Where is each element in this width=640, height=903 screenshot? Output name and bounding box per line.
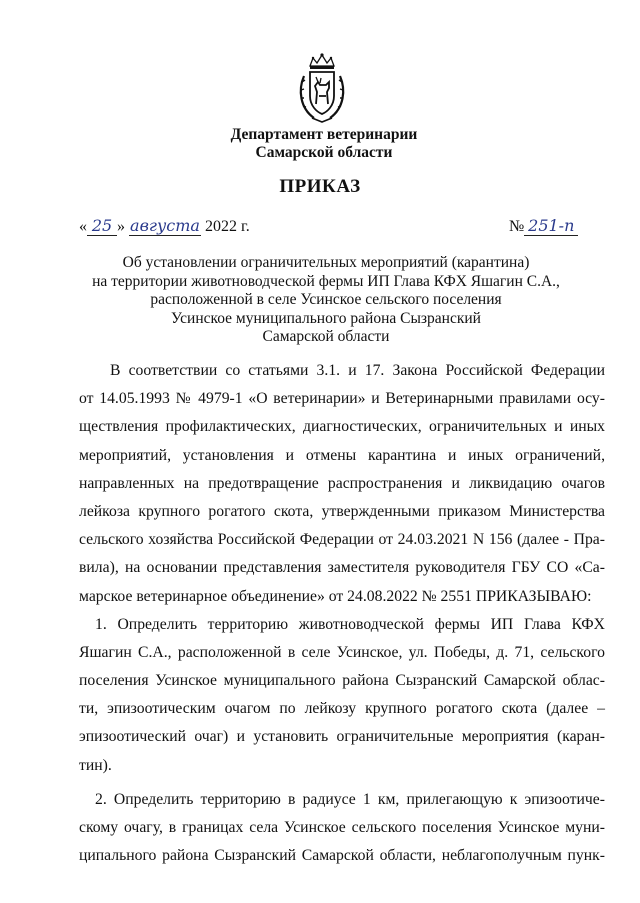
item-1-line: эпизоотический очаг) и установить ограничительные мероприятия (каран- xyxy=(79,728,605,746)
item-1-line: Яшагин С.А., расположенной в селе Усинское, ул. Победы, д. 71, сельского xyxy=(79,643,605,661)
department-name: Департамент ветеринарии xyxy=(230,126,418,143)
body-line: мероприятий, установления и отмены карантина и иных ограничений, xyxy=(79,446,605,464)
subject-line: расположенной в селе Усинское сельского поселения xyxy=(150,291,502,308)
order-body xyxy=(79,357,605,870)
body-line: В соответствии со статьями 3.1. и 17. Закона Российской Федерации xyxy=(110,362,605,379)
item-1-line: тин). xyxy=(79,756,112,774)
body-line: сельского хозяйства Российской Федерации от 24.03.2021 N 156 (далее - Пра- xyxy=(79,531,605,549)
body-line: от 14.05.1993 № 4979-1 «О ветеринарии» и Ветеринарными правилами осу- xyxy=(79,390,605,408)
subject-line: на территории животноводческой фермы ИП Глава КФХ Яшагин С.А., xyxy=(92,272,560,290)
date-year: 2022 г. xyxy=(205,218,250,235)
department-region: Самарской области xyxy=(255,144,393,161)
order-number xyxy=(509,217,578,236)
number-value: 251-п xyxy=(524,217,578,236)
number-prefix: № xyxy=(509,218,525,235)
order-date xyxy=(79,217,250,236)
body-line: лейкоза крупного рогатого скота, утвержденными приказом Министерства xyxy=(79,502,605,520)
body-line: вила), на основании представления заместителя руководителя ГБУ СО «Са- xyxy=(79,559,605,577)
date-open-quote: « xyxy=(79,218,87,235)
body-line: марское ветеринарное объединение» от 24.08.2022 № 2551 ПРИКАЗЫВАЮ: xyxy=(79,587,592,605)
subject-line: Самарской области xyxy=(262,328,390,345)
item-1-line: 1. Определить территорию животноводческой фермы ИП Глава КФХ xyxy=(95,615,605,633)
date-close-quote: » xyxy=(117,218,125,235)
item-2-line: скому очагу, в границах села Усинское сельского поселения Усинское муни- xyxy=(79,819,605,836)
item-1-line: ти, эпизоотическим очагом по лейкозу крупного рогатого скота (далее – xyxy=(79,700,605,718)
order-subject xyxy=(40,254,612,347)
item-2-line: 2. Определить территорию в радиусе 1 км, прилегающую к эпизоотиче- xyxy=(95,790,605,808)
subject-line: Усинское муниципального района Сызранский xyxy=(171,309,481,327)
item-1-line: поселения Усинское муниципального района Сызранский Самарской облас- xyxy=(79,672,605,690)
item-2-line: ципального района Сызранский Самарской области, неблагополучным пунк- xyxy=(79,847,605,865)
body-line: ществления профилактических, диагностических, ограничительных и иных xyxy=(79,418,605,436)
coat-of-arms-icon xyxy=(296,52,348,124)
date-month: августа xyxy=(130,216,200,235)
order-title: ПРИКАЗ xyxy=(279,176,361,197)
body-line: направленных на предотвращение распространения и ликвидацию очагов xyxy=(79,474,605,492)
subject-line: Об установлении ограничительных мероприятий (карантина) xyxy=(122,254,530,271)
date-day: 25 xyxy=(87,217,117,236)
